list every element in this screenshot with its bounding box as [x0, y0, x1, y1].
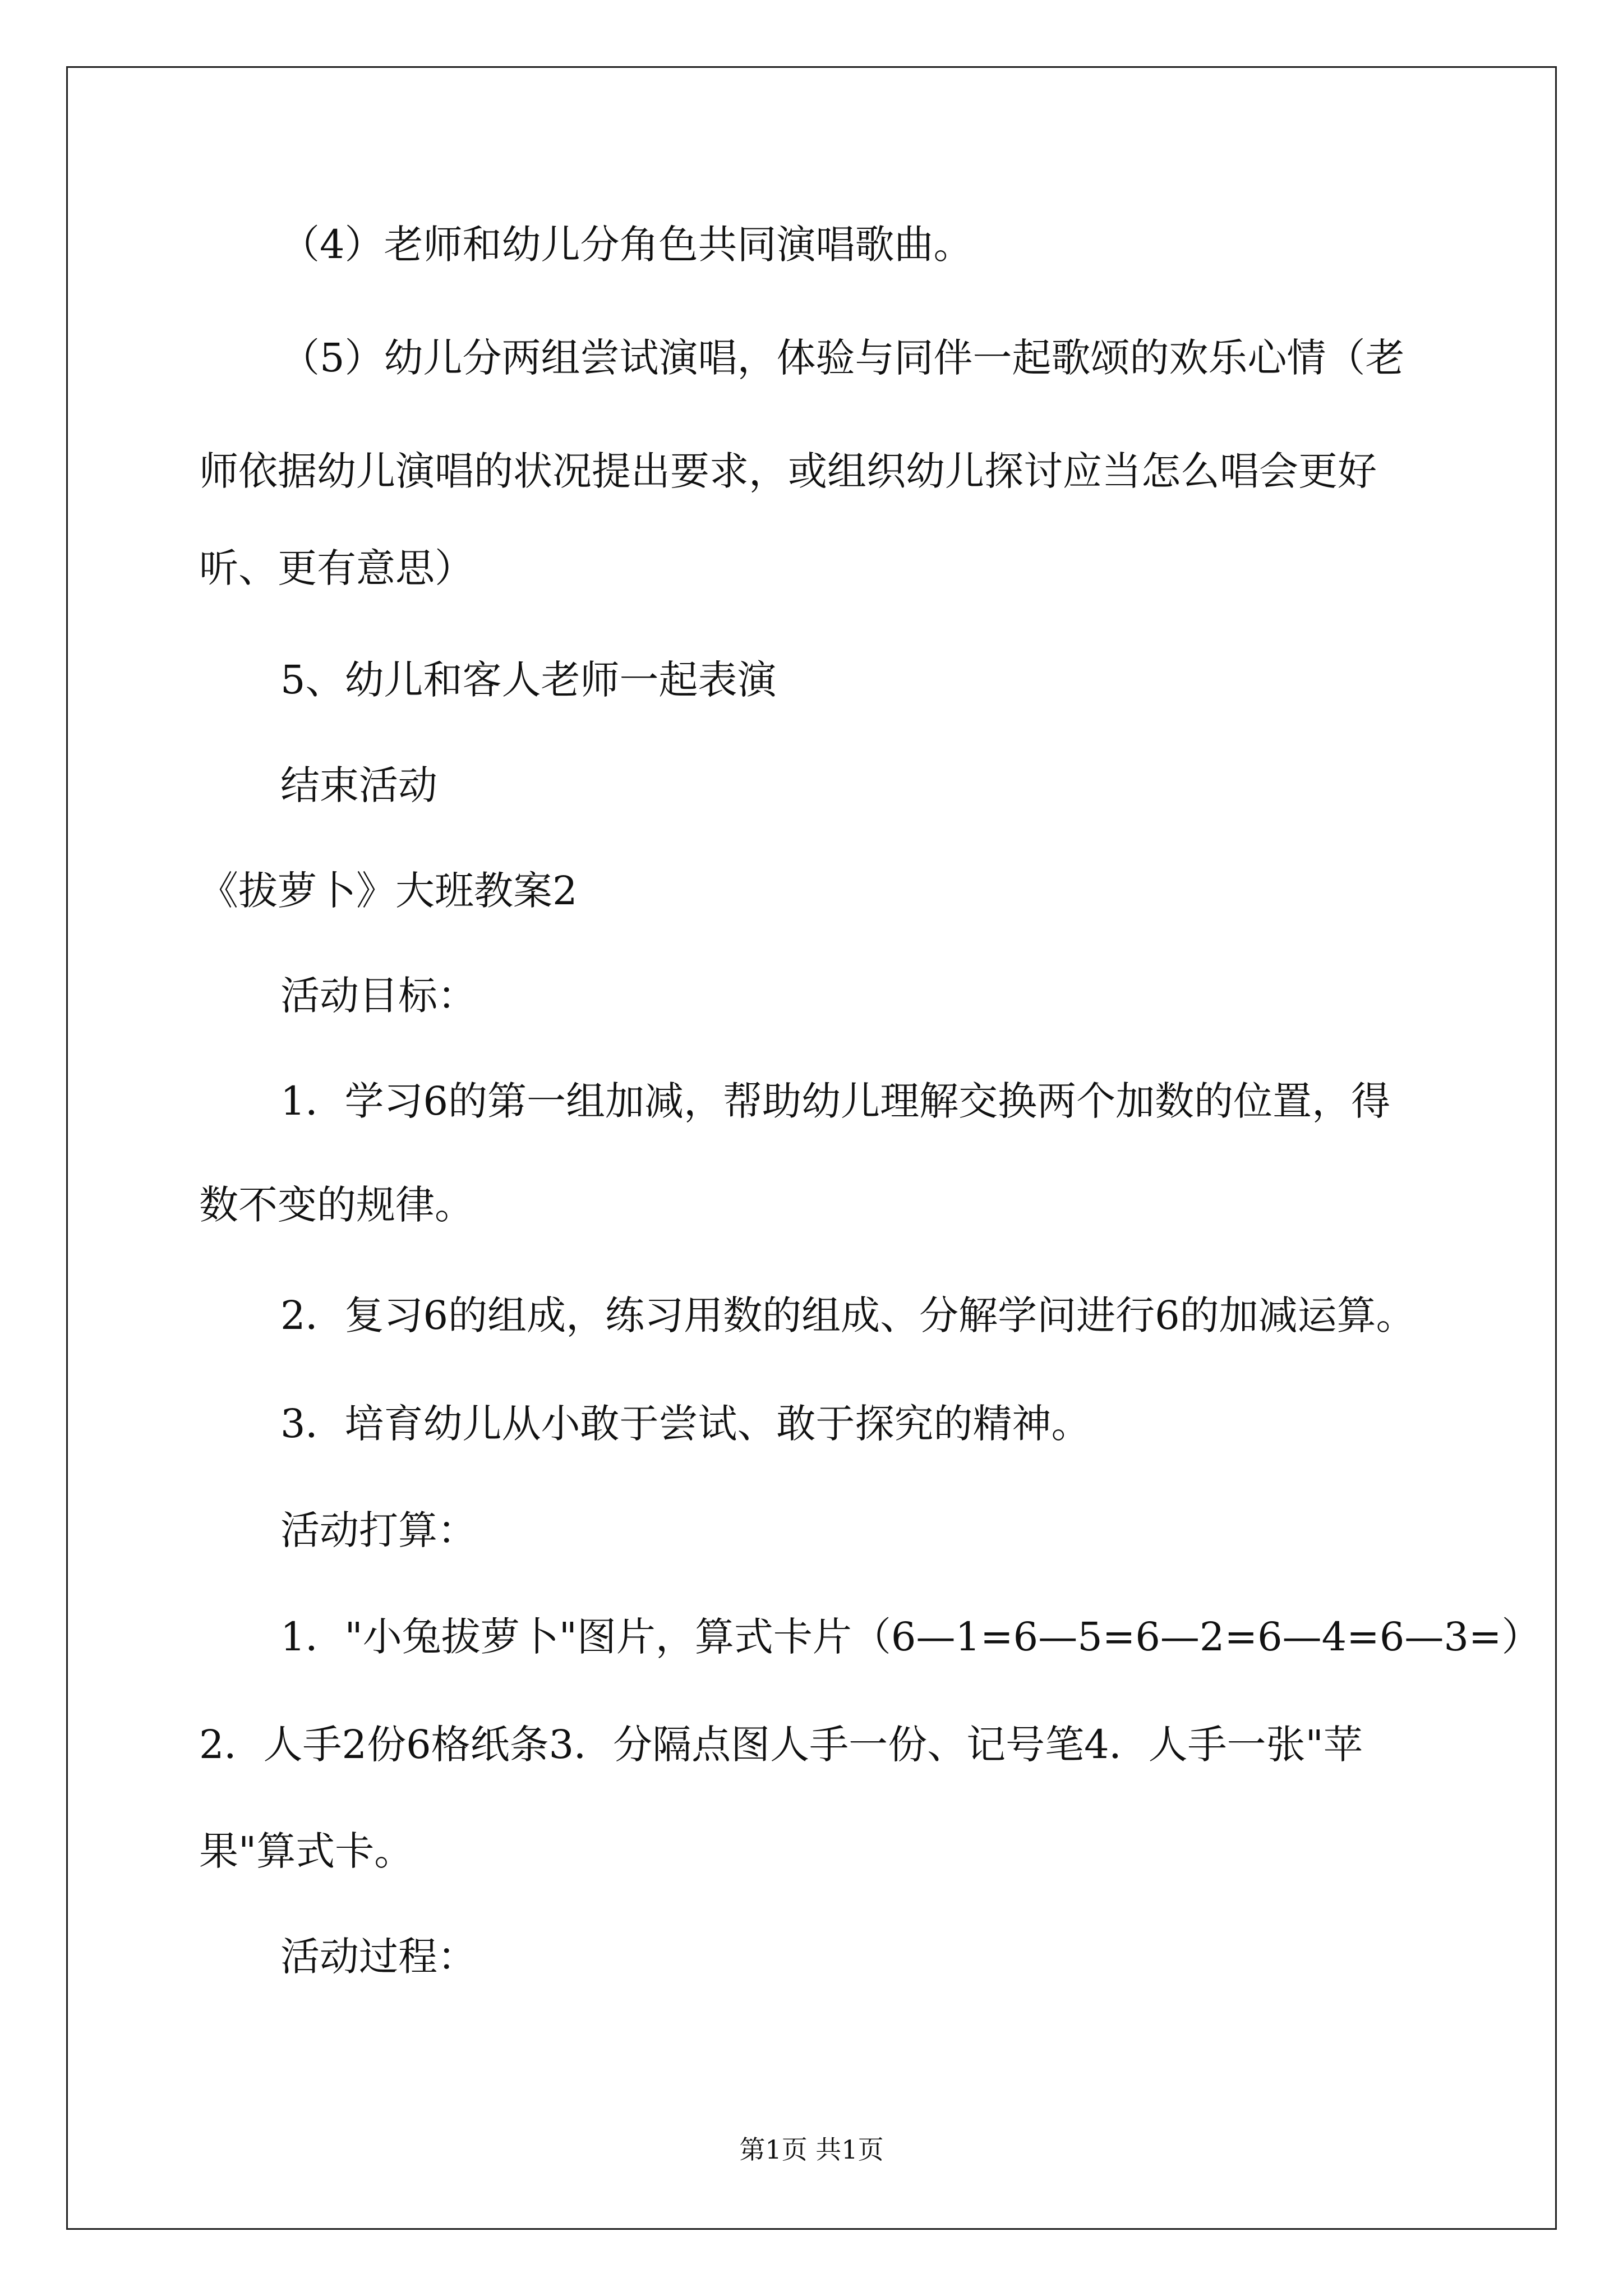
- paragraph-line-14: 1．"小兔拔萝卜"图片，算式卡片（6—1=6—5=6—2=6—4=6—3=）: [280, 1614, 1541, 1660]
- paragraph-line-5: 5、幼儿和客人老师一起表演: [280, 657, 777, 703]
- paragraph-line-12: 3．培育幼儿从小敢于尝试、敢于探究的精神。: [280, 1401, 1091, 1447]
- paragraph-line-3: 师依据幼儿演唱的状况提出要求，或组织幼儿探讨应当怎么唱会更好: [199, 448, 1377, 494]
- paragraph-line-1: （4）老师和幼儿分角色共同演唱歌曲。: [280, 222, 973, 268]
- paragraph-line-9: 1．学习6的第一组加减，帮助幼儿理解交换两个加数的位置，得: [280, 1078, 1391, 1124]
- section-heading-preparation: 活动打算：: [280, 1507, 477, 1553]
- page-footer: 第1页 共1页: [739, 2134, 884, 2165]
- paragraph-line-16: 果"算式卡。: [199, 1828, 414, 1874]
- section-heading-end-activity: 结束活动: [280, 762, 437, 808]
- paragraph-line-2: （5）幼儿分两组尝试演唱，体验与同伴一起歌颂的欢乐心情（老: [280, 335, 1405, 381]
- paragraph-line-10: 数不变的规律。: [199, 1182, 474, 1228]
- page-border: [66, 66, 1557, 2230]
- section-heading-process: 活动过程：: [280, 1934, 477, 1980]
- paragraph-line-11: 2．复习6的组成，练习用数的组成、分解学问进行6的加减运算。: [280, 1292, 1415, 1338]
- section-heading-goals: 活动目标：: [280, 973, 477, 1019]
- paragraph-line-4: 听、更有意思）: [199, 545, 474, 591]
- lesson-plan-title: 《拔萝卜》大班教案2: [199, 868, 578, 914]
- paragraph-line-15: 2．人手2份6格纸条3．分隔点图人手一份、记号笔4．人手一张"苹: [199, 1722, 1363, 1768]
